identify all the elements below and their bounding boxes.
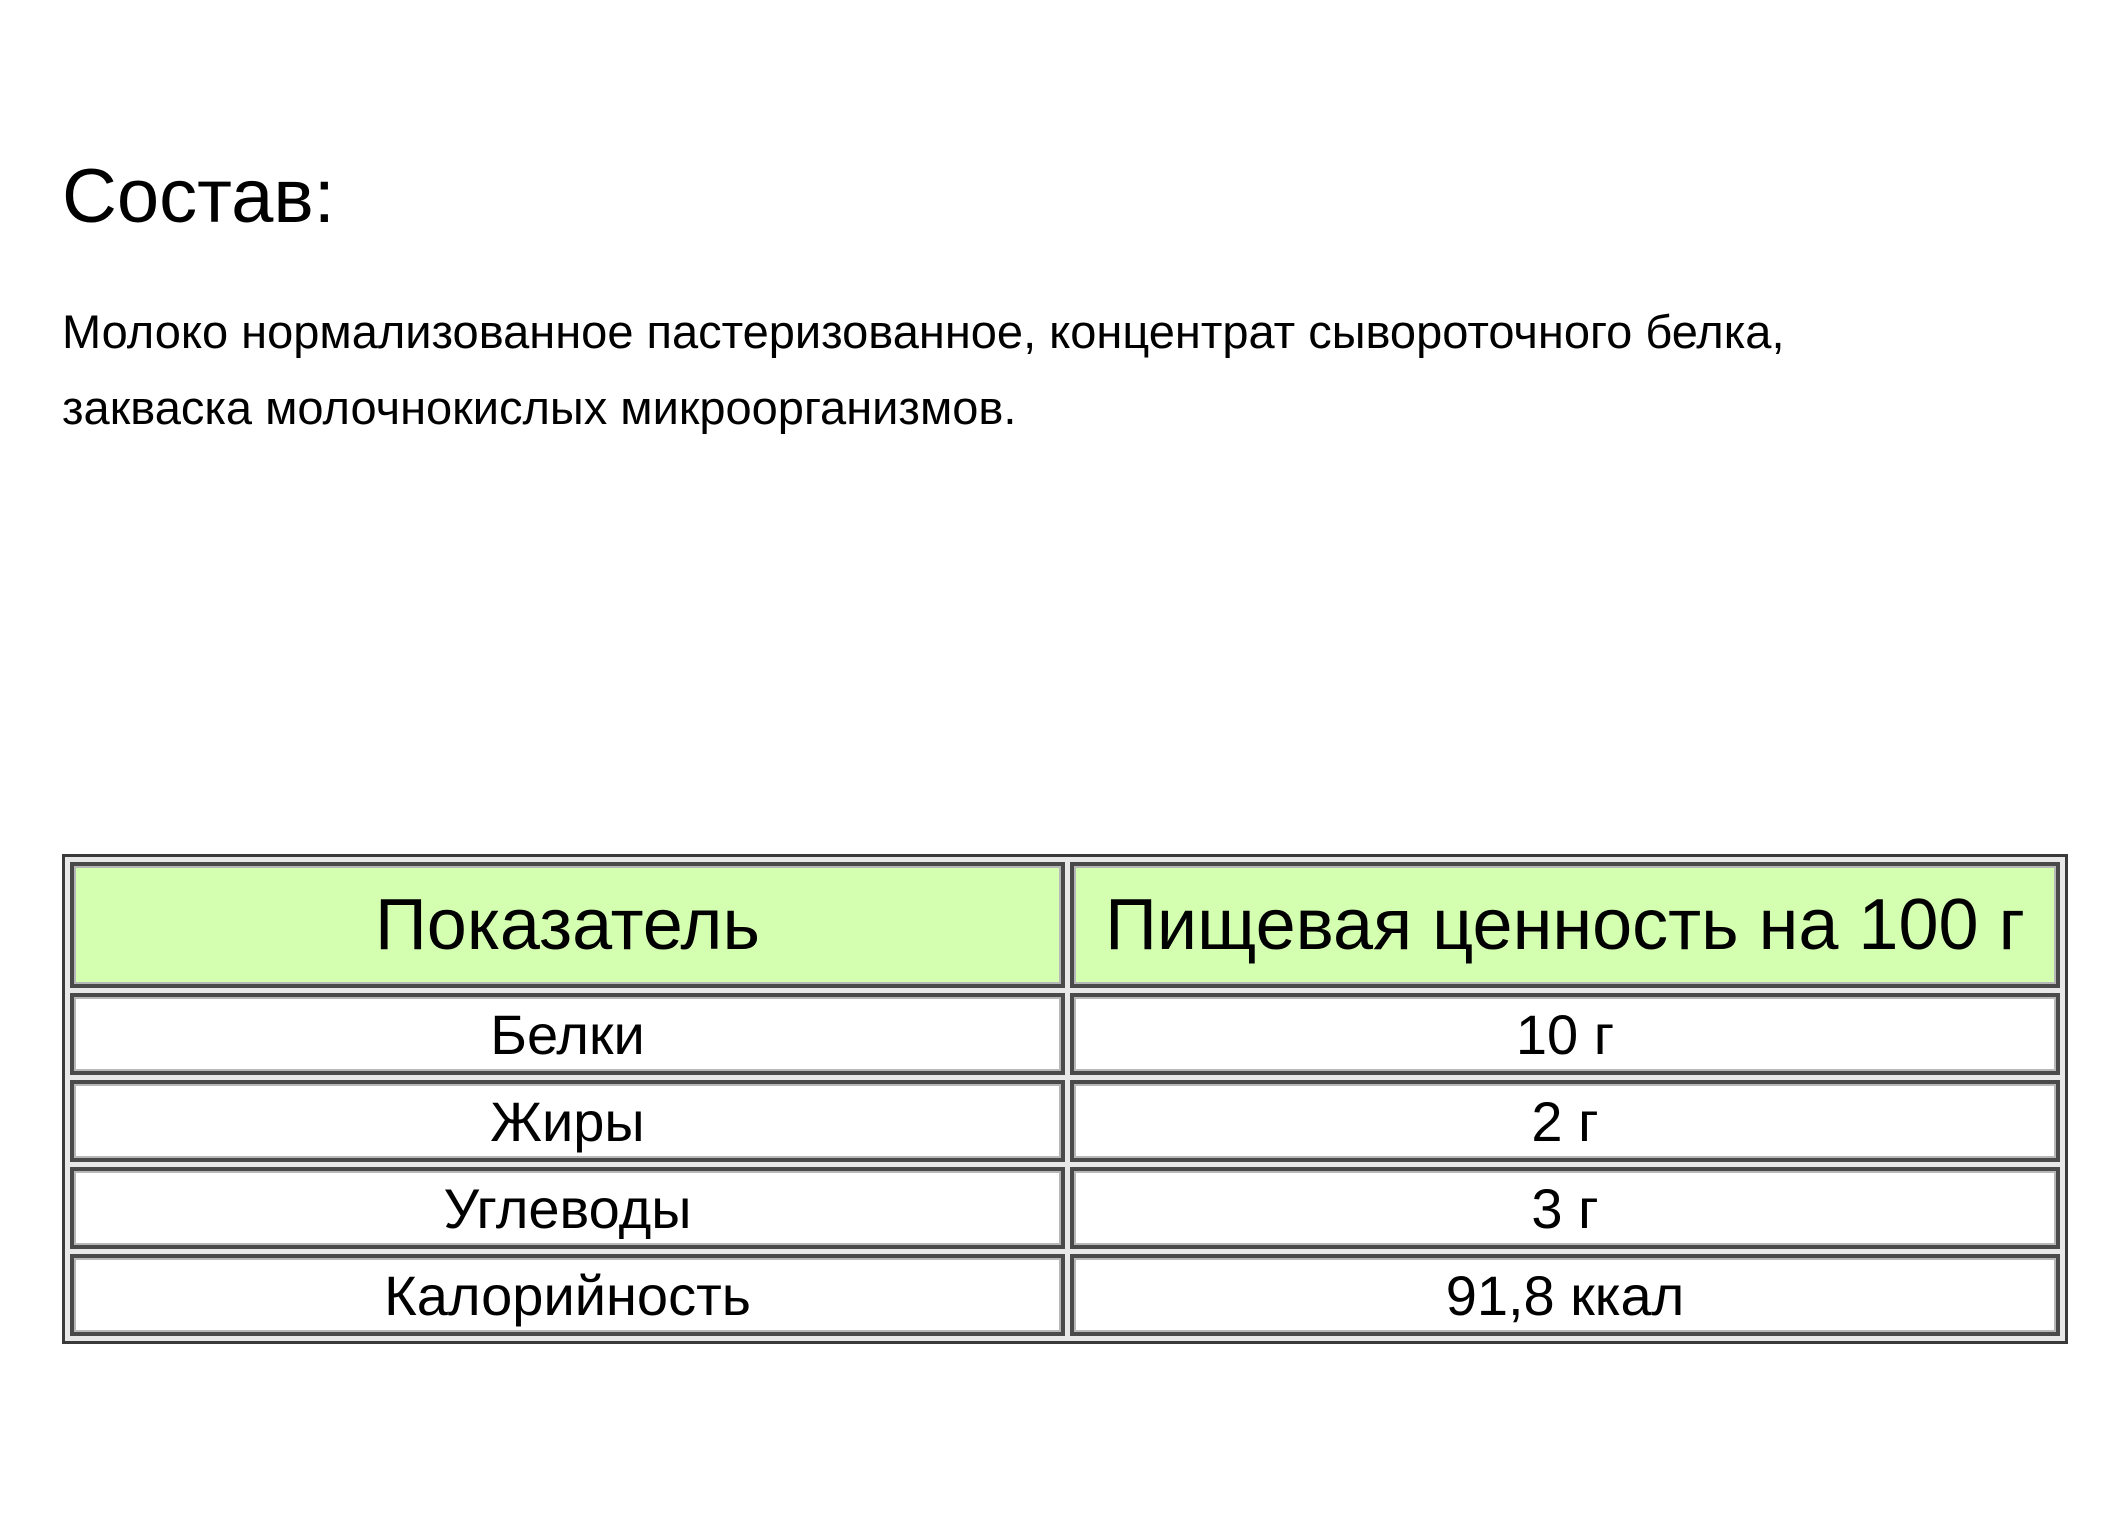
composition-line-2: закваска молочнокислых микроорганизмов. <box>62 381 1017 434</box>
row-label-calories: Калорийность <box>70 1254 1065 1336</box>
row-value-proteins: 10 г <box>1070 993 2060 1075</box>
row-label-fats: Жиры <box>70 1080 1065 1162</box>
row-value-carbs: 3 г <box>1070 1167 2060 1249</box>
table-row <box>70 1254 2060 1336</box>
row-value-fats: 2 г <box>1070 1080 2060 1162</box>
table-row <box>70 1167 2060 1249</box>
composition-text <box>62 294 2012 446</box>
row-label-carbs: Углеводы <box>70 1167 1065 1249</box>
composition-line-1: Молоко нормализованное пастеризованное, концентрат сывороточного белка, <box>62 305 1785 358</box>
header-indicator: Показатель <box>70 862 1065 988</box>
header-nutritional-value: Пищевая ценность на 100 г <box>1070 862 2060 988</box>
row-label-proteins: Белки <box>70 993 1065 1075</box>
page-title: Состав: <box>62 154 335 239</box>
nutrition-table <box>62 854 2068 1344</box>
table-row <box>70 993 2060 1075</box>
table-row <box>70 1080 2060 1162</box>
row-value-calories: 91,8 ккал <box>1070 1254 2060 1336</box>
table-header-row <box>70 862 2060 988</box>
